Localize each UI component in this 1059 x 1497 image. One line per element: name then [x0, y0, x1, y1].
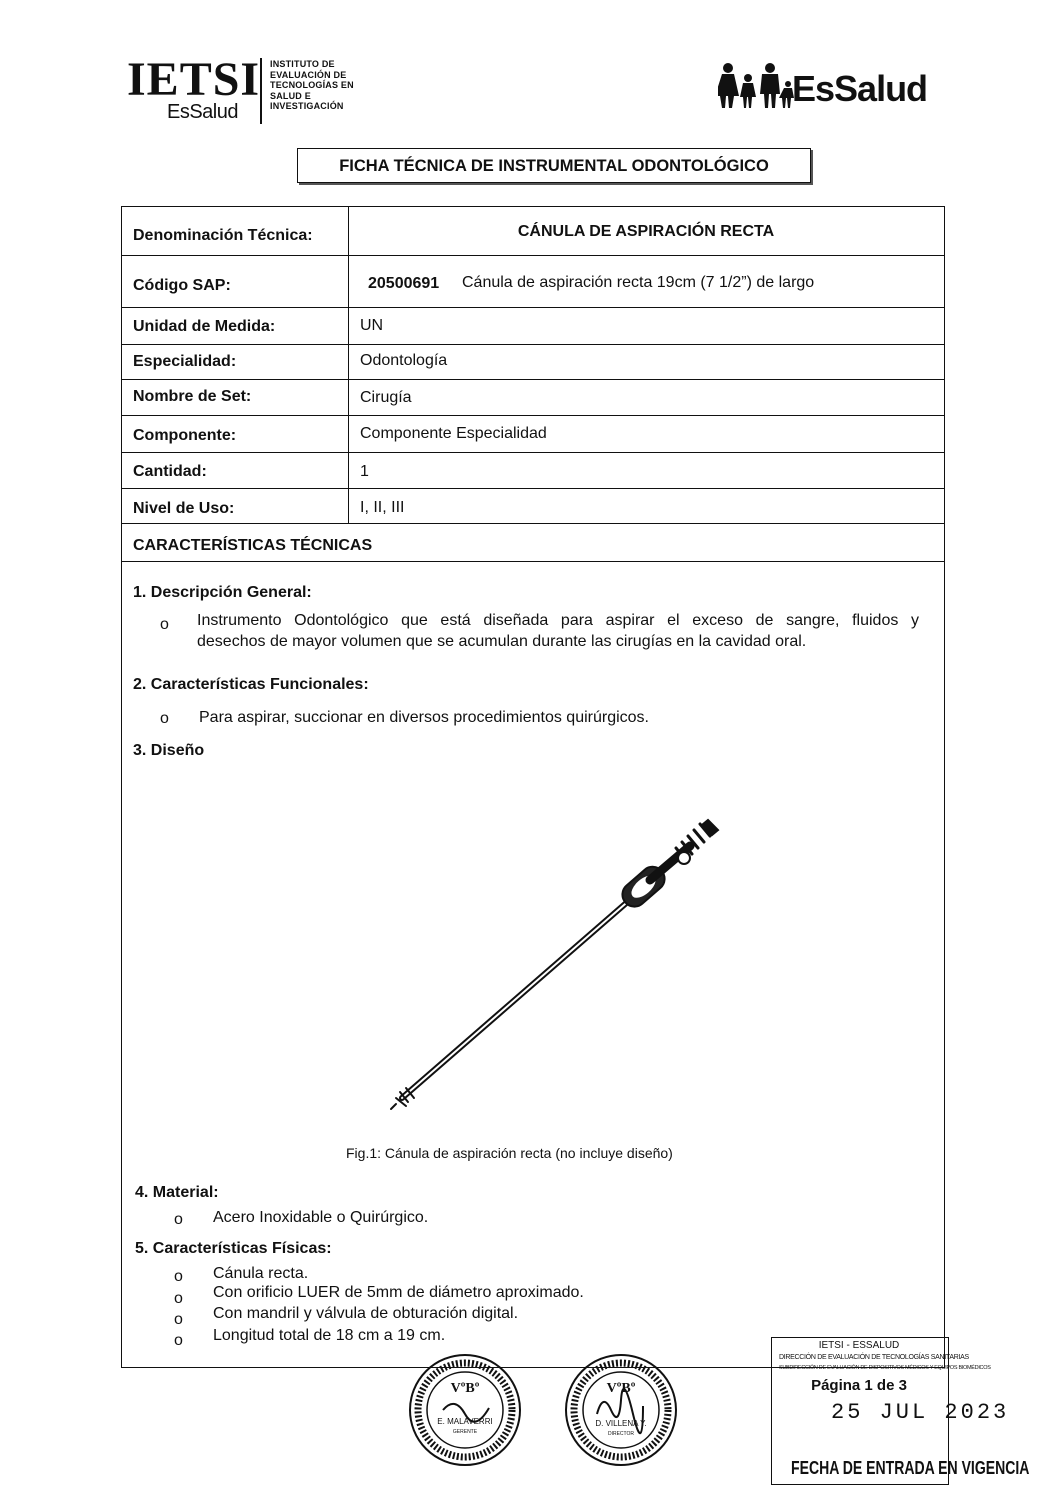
- characteristics-title: CARACTERÍSTICAS TÉCNICAS: [133, 537, 373, 554]
- ietsi-logo-text: IETSI: [127, 53, 261, 106]
- suction-cannula-image: [380, 808, 740, 1124]
- document-title: FICHA TÉCNICA DE INSTRUMENTAL ODONTOLÓGICO: [339, 157, 769, 175]
- bullet: o: [174, 1311, 183, 1328]
- field-value-set: Cirugía: [360, 389, 412, 406]
- field-label: Componente:: [133, 427, 237, 444]
- field-value-sap: Cánula de aspiración recta 19cm (7 1/2”) de largo: [462, 274, 815, 291]
- institute-line: INSTITUTO DE: [270, 59, 335, 69]
- field-value-especialidad: Odontología: [360, 352, 448, 369]
- field-label: Cantidad:: [133, 463, 207, 480]
- descripcion-text: [197, 610, 919, 652]
- table-row-divider: [122, 488, 944, 489]
- fisicas-item: Longitud total de 18 cm a 19 cm.: [213, 1327, 446, 1344]
- table-row-divider: [122, 415, 944, 416]
- field-label: Código SAP:: [133, 277, 231, 294]
- institute-line: SALUD E: [270, 90, 311, 101]
- section-heading: 5. Características Físicas:: [135, 1240, 332, 1257]
- field-label: Denominación Técnica:: [133, 227, 313, 244]
- field-label: Nivel de Uso:: [133, 500, 235, 517]
- bullet: o: [174, 1332, 183, 1349]
- essalud-logo-text: EsSalud: [792, 68, 928, 109]
- fisicas-item: Con mandril y válvula de obturación digital.: [213, 1305, 519, 1322]
- seal-vb: VºBº: [450, 1381, 480, 1396]
- bullet: o: [160, 616, 169, 633]
- table-row-divider: [122, 307, 944, 308]
- seal-signer-name: D. VILLENA Y.: [595, 1419, 647, 1428]
- section-heading: 3. Diseño: [133, 742, 205, 759]
- descripcion-line: desechos de mayor volumen que se acumulan durante las cirugías en la cavidad oral.: [197, 633, 807, 650]
- seal-signer-name: E. MALAVERRI: [437, 1417, 493, 1426]
- table-row-divider: [122, 523, 944, 524]
- institute-line: INVESTIGACIÓN: [270, 101, 344, 111]
- institute-name: [270, 59, 354, 112]
- fisicas-item: Con orificio LUER de 5mm de diámetro aproximado.: [213, 1284, 584, 1301]
- fisicas-item: Cánula recta.: [213, 1265, 309, 1282]
- effective-date-stamp: [771, 1337, 1030, 1485]
- effective-date-label: FECHA DE ENTRADA EN VIGENCIA: [791, 1458, 1030, 1478]
- field-value-denominacion: CÁNULA DE ASPIRACIÓN RECTA: [517, 223, 775, 240]
- sap-code: 20500691: [368, 275, 440, 292]
- stamp-org: IETSI - ESSALUD: [818, 1340, 900, 1351]
- field-label: Unidad de Medida:: [133, 318, 276, 335]
- institute-line: EVALUACIÓN DE: [270, 69, 347, 80]
- ietsi-logo-subtext: EsSalud: [167, 101, 238, 123]
- figure-caption: Fig.1: Cánula de aspiración recta (no incluye diseño): [346, 1145, 673, 1161]
- institute-line: TECNOLOGÍAS EN: [270, 80, 354, 90]
- section-heading: 1. Descripción General:: [133, 584, 312, 601]
- section-divider: [122, 561, 944, 562]
- field-label: Nombre de Set:: [133, 388, 252, 405]
- approval-seal-1: [407, 1352, 523, 1468]
- seal-signer-role: DIRECTOR: [607, 1431, 635, 1437]
- approval-seal-2: [563, 1352, 679, 1468]
- stamp-direction: DIRECCIÓN DE EVALUACIÓN DE TECNOLOGÍAS SANITARIAS: [779, 1354, 969, 1361]
- bullet: o: [174, 1268, 183, 1285]
- table-row-divider: [122, 452, 944, 453]
- seal-signer-role: GERENTE: [452, 1429, 478, 1435]
- bullet: o: [174, 1211, 183, 1228]
- spec-sheet: [121, 206, 945, 1368]
- logo-divider: [260, 58, 262, 124]
- table-row-divider: [122, 255, 944, 256]
- effective-date: 25 JUL 2023: [831, 1400, 1010, 1425]
- ietsi-logo: [127, 53, 261, 123]
- field-value-unidad: UN: [360, 317, 384, 334]
- bullet: o: [174, 1290, 183, 1307]
- stamp-subdirection: SUBDIRECCIÓN DE EVALUACIÓN DE DISPOSITIVOS MÉDICOS Y EQUIPOS BIOMÉDICOS: [779, 1365, 991, 1371]
- descripcion-line: Instrumento Odontológico que está diseñada para aspirar el exceso de sangre, fluidos y: [197, 612, 919, 629]
- table-row-divider: [122, 379, 944, 380]
- field-value-nivel: I, II, III: [360, 499, 405, 516]
- field-value-componente: Componente Especialidad: [360, 425, 547, 442]
- material-text: Acero Inoxidable o Quirúrgico.: [213, 1209, 429, 1226]
- bullet: o: [160, 710, 169, 727]
- funcionales-text: Para aspirar, succionar en diversos procedimientos quirúrgicos.: [199, 709, 649, 726]
- field-value-cantidad: 1: [360, 463, 369, 480]
- document-title-box: [297, 148, 811, 183]
- page-number: Página 1 de 3: [811, 1377, 907, 1394]
- section-heading: 4. Material:: [135, 1184, 219, 1201]
- table-row-divider: [122, 344, 944, 345]
- field-label: Especialidad:: [133, 353, 237, 370]
- section-heading: 2. Características Funcionales:: [133, 676, 369, 693]
- seal-vb: VºBº: [606, 1381, 636, 1396]
